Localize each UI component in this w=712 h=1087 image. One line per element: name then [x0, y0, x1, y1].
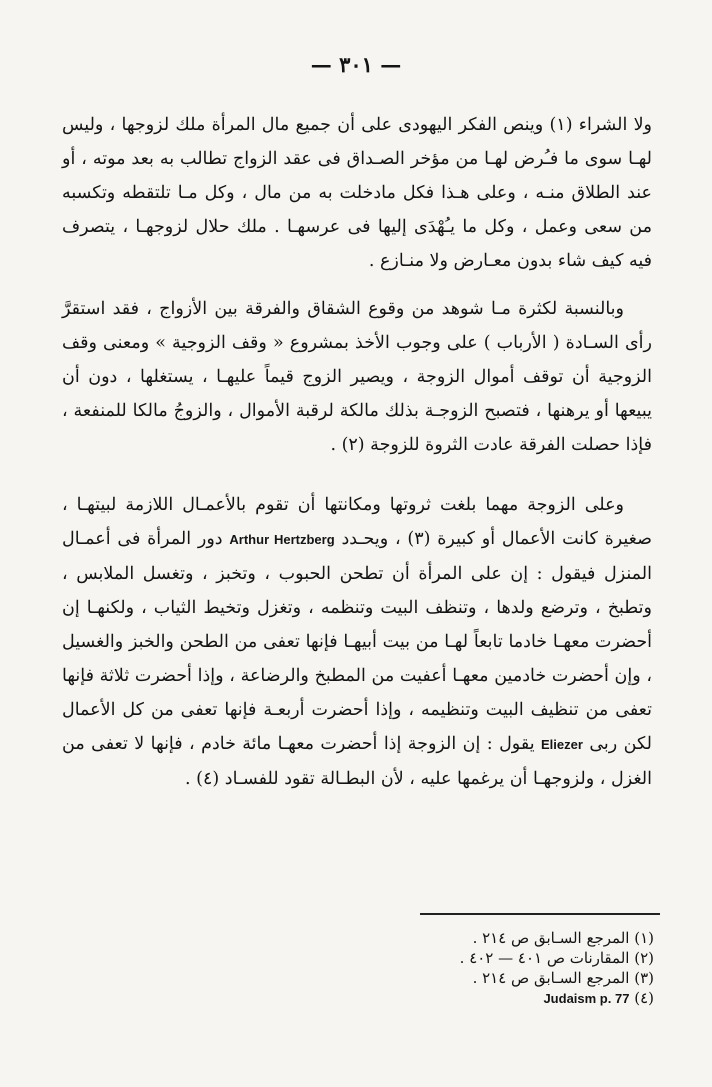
author-name-eliezer: Eliezer	[541, 737, 583, 752]
footnote-number: (٣)	[634, 969, 654, 987]
author-name-hertzberg: Arthur Hertzberg	[229, 532, 335, 547]
footnote-number: (١)	[634, 929, 654, 947]
paragraph-2: وبالنسبة لكثرة مـا شوهد من وقوع الشقاق والفرقة بين الأزواج ، فقد استقرَّ رأى السـادة ( الأرباب ) على وجوب الأخذ بمشروع « وقف الزوجية » ومعنى وقف الزوجية أن توقف أموال الزوجة ، ويصير الزوج قيماً عليهـا ، يستغلها ، دون أن يبيعها أو يرهنها ، فتصبح الزوجـة بذلك مالكة لرقبة الأموال ، والزوجُ مالكا للمنفعة ، فإذا حصلت الفرقة عادت الثروة للزوجة (٢) .	[62, 299, 652, 455]
footnote-number: (٢)	[634, 949, 654, 967]
footnote-text: المقارنات ص ٤٠١ — ٤٠٢ .	[459, 949, 630, 967]
footnote-4	[334, 988, 654, 1009]
paragraph-3-text-before: وعلى الزوجة مهما بلغت ثروتها ومكانتها أن تقوم بالأعمـال اللازمة لبيتهـا ، صغيرة كانت الأعمال أو كبيرة (٣) ، ويحـدد	[62, 495, 652, 549]
footnote-text: المرجع السـابق ص ٢١٤ .	[472, 929, 630, 947]
footnotes	[334, 928, 654, 1009]
footnote-divider	[420, 913, 660, 915]
footnote-1	[334, 928, 654, 948]
footnote-text: المرجع السـابق ص ٢١٤ .	[472, 969, 630, 987]
paragraph-1: ولا الشراء (١) وينص الفكر اليهودى على أن جميع مال المرأة ملك لزوجها ، وليس لهـا سوى ما فـُرض لهـا من مؤخر الصـداق فى عقد الزواج تطالب به بعد موته ، أو عند الطلاق منـه ، وعلى هـذا فكل مادخلت به من مال ، وكل مـا تلتقطه وتكسبه من سعى وعمل ، وكل ما يـُهْدَى إليها فى عرسهـا . ملك حلال لزوجهـا ، يتصرف فيه كيف شاء بدون معـارض ولا منـازع .	[62, 115, 652, 271]
paragraph-3	[62, 488, 652, 796]
body-text	[62, 108, 652, 796]
paragraph-3-text-end: يقول : إن الزوجة إذا أحضرت معهـا مائة خادم ، فإنها لا تعفى من الغزل ، ولزوجهـا أن يرغمها عليه ، لأن البطـالة تقود للفسـاد (٤) .	[62, 734, 652, 789]
footnote-2	[334, 948, 654, 968]
paragraph-3-text-after: دور المرأة فى أعمـال المنزل فيقول : إن على المرأة أن تطحن الحبوب ، وتخبز ، وتغسل الملابس ، وتطبخ ، وترضع ولدها ، وتنظف البيت وتنظمه ، وتغزل وتخيط الثياب ، ولكنهـا إن أحضرت معهـا خادما تابعاً لهـا من بيت أبيهـا فإنها تعفى من الطحن والخبز والغسيل ، وإن أحضرت خادمين معهـا أعفيت من المطبخ والرضاعة ، وإذا أحضرت ثلاثة فإنها تعفى من تنظيف البيت وتنظيمه ، وإذا أحضرت أربعـة فإنها تعفى من كل الأعمال لكن ربى	[62, 529, 652, 754]
footnote-3	[334, 968, 654, 988]
footnote-text: Judaism p. 77	[543, 991, 630, 1006]
page-number: — ٣٠١ —	[310, 52, 402, 77]
footnote-number: (٤)	[634, 989, 654, 1007]
